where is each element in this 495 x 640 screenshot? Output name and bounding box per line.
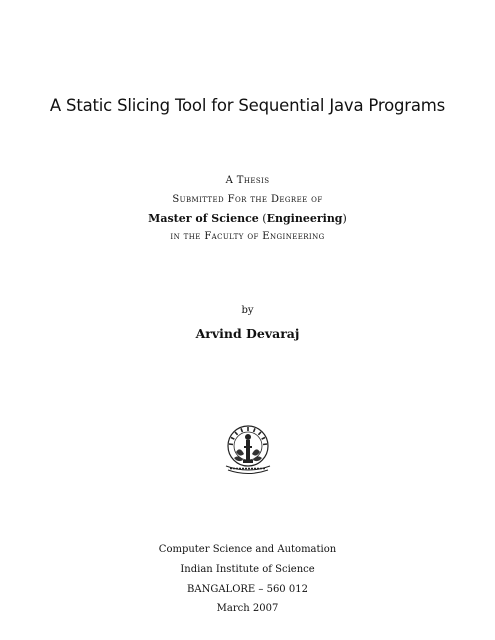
degree-name	[0, 212, 495, 225]
institute: Indian Institute of Science	[180, 564, 315, 575]
submitted-for-label: Submitted For the Degree of	[172, 194, 323, 205]
department: Computer Science and Automation	[158, 544, 337, 555]
submission-date: March 2007	[216, 603, 279, 614]
degree-close-paren: )	[342, 212, 347, 225]
thesis-title: A Static Slicing Tool for Sequential Java Programs	[49, 96, 446, 115]
author-name: Arvind Devaraj	[195, 326, 300, 341]
degree-sub: Engineering	[266, 212, 343, 225]
degree-main: Master of Science	[148, 212, 259, 225]
faculty-label: in the Faculty of Engineering	[170, 231, 325, 242]
degree-open-paren: (	[258, 212, 267, 225]
thesis-label: A Thesis	[225, 175, 270, 186]
iisc-emblem-icon	[222, 422, 274, 478]
city-pincode: BANGALORE – 560 012	[187, 584, 308, 595]
by-label: by	[241, 305, 254, 316]
